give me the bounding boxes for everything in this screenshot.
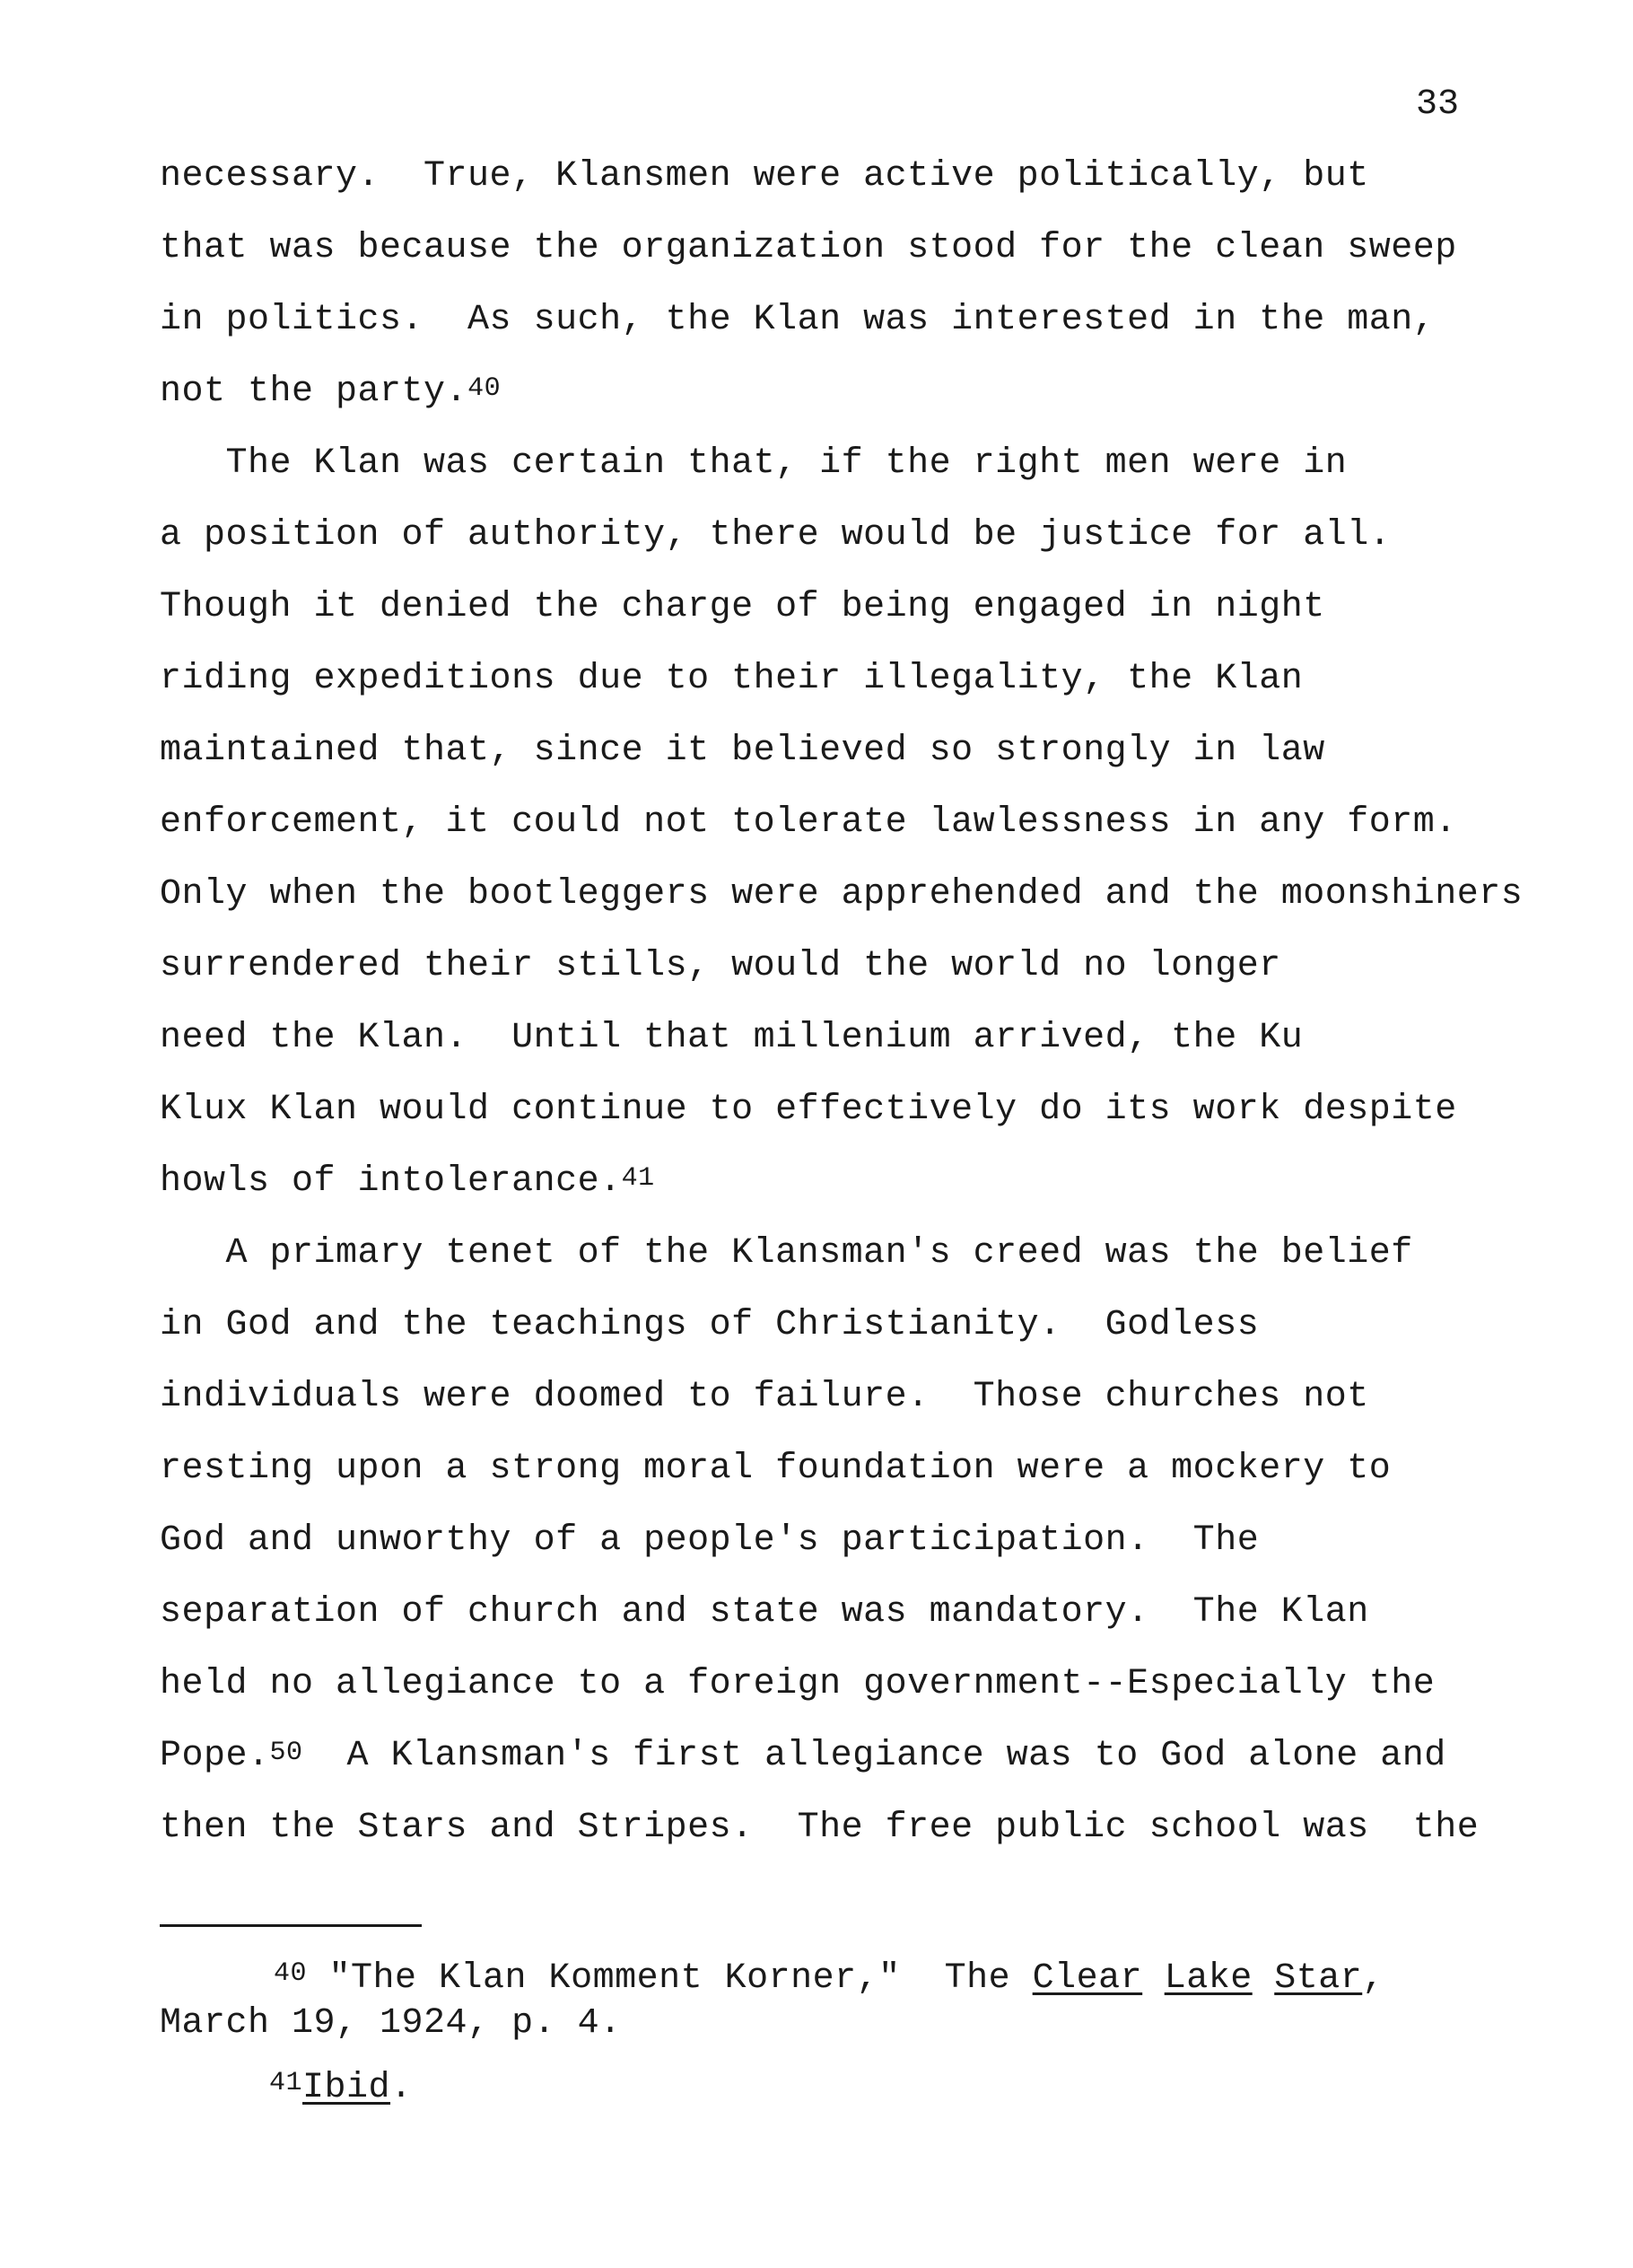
- footnote-text: ,: [1362, 1958, 1384, 1999]
- line-text: riding expeditions due to their illegality, the Klan: [160, 659, 1304, 699]
- text-line: [160, 1016, 1303, 1061]
- footnote-40: [274, 1957, 1384, 2001]
- line-text: enforcement, it could not tolerate lawlessness in any form.: [160, 802, 1457, 843]
- text-line: [160, 1590, 1369, 1635]
- line-text: maintained that, since it believed so strongly in law: [160, 731, 1325, 771]
- line-text: surrendered their stills, would the world no longer: [160, 946, 1281, 986]
- page-number: 33: [1416, 84, 1460, 125]
- text-line: [160, 1160, 655, 1204]
- line-text: Pope.: [160, 1736, 270, 1776]
- footnote-text: .: [390, 2068, 413, 2108]
- line-text: not the party.: [160, 372, 468, 412]
- text-line: [160, 1806, 1479, 1851]
- line-text: A Klansman's first allegiance was to God alone and: [302, 1736, 1446, 1776]
- footnote-41: [269, 2066, 413, 2111]
- text-line: [160, 370, 501, 415]
- text-line: [160, 872, 1523, 917]
- footnote-separator: [160, 1924, 422, 1927]
- text-line: [160, 585, 1325, 630]
- line-text: The Klan was certain that, if the right men were in: [160, 443, 1348, 484]
- line-text: Klux Klan would continue to effectively do its work despite: [160, 1090, 1457, 1130]
- footnote-40-continued: March 19, 1924, p. 4.: [160, 2003, 622, 2044]
- footnote-text: "The Klan Komment Korner," The: [307, 1958, 1033, 1999]
- footnote-title-word: Star: [1274, 1958, 1363, 1999]
- text-line: [160, 801, 1457, 845]
- line-text: in politics. As such, the Klan was interested in the man,: [160, 300, 1436, 340]
- line-text: separation of church and state was mandatory. The Klan: [160, 1592, 1369, 1633]
- text-line: [160, 1375, 1369, 1420]
- line-text: then the Stars and Stripes. The free public school was the: [160, 1808, 1480, 1848]
- text-line: [160, 729, 1325, 774]
- line-text: Only when the bootleggers were apprehended and the moonshiners: [160, 874, 1524, 915]
- footnote-reference: 41: [621, 1163, 655, 1194]
- footnote-text: Ibid: [302, 2068, 391, 2108]
- footnote-mark: 41: [269, 2068, 303, 2098]
- line-text: howls of intolerance.: [160, 1161, 622, 1202]
- text-line: [160, 1303, 1259, 1348]
- line-text: individuals were doomed to failure. Those churches not: [160, 1377, 1369, 1417]
- line-text: in God and the teachings of Christianity. Godless: [160, 1305, 1260, 1345]
- text-line: [160, 944, 1281, 989]
- text-line: [160, 226, 1457, 271]
- line-text: need the Klan. Until that millenium arrived, the Ku: [160, 1018, 1304, 1058]
- footnote-title-word: Clear: [1032, 1958, 1143, 1999]
- text-line: [160, 442, 1347, 486]
- line-text: held no allegiance to a foreign government--Especially the: [160, 1664, 1436, 1704]
- text-line: [160, 1088, 1457, 1133]
- text-line: [160, 298, 1435, 343]
- text-line: [160, 657, 1303, 702]
- footnote-title-word: Lake: [1164, 1958, 1253, 1999]
- line-text: resting upon a strong moral foundation were a mockery to: [160, 1449, 1392, 1489]
- text-line: [160, 1231, 1413, 1276]
- footnote-reference: 40: [467, 373, 502, 404]
- line-text: A primary tenet of the Klansman's creed was the belief: [160, 1233, 1413, 1274]
- text-line: [160, 1734, 1446, 1779]
- line-text: Though it denied the charge of being engaged in night: [160, 587, 1325, 627]
- footnote-reference: 50: [269, 1738, 303, 1768]
- text-line: [160, 1662, 1435, 1707]
- text-line: [160, 154, 1369, 199]
- line-text: necessary. True, Klansmen were active politically, but: [160, 156, 1369, 197]
- text-line: [160, 1447, 1391, 1492]
- footnote-mark: 40: [274, 1958, 308, 1989]
- line-text: that was because the organization stood for the clean sweep: [160, 228, 1457, 268]
- line-text: a position of authority, there would be justice for all.: [160, 515, 1392, 556]
- line-text: God and unworthy of a people's participation. The: [160, 1520, 1260, 1561]
- text-line: [160, 513, 1391, 558]
- text-line: [160, 1519, 1259, 1563]
